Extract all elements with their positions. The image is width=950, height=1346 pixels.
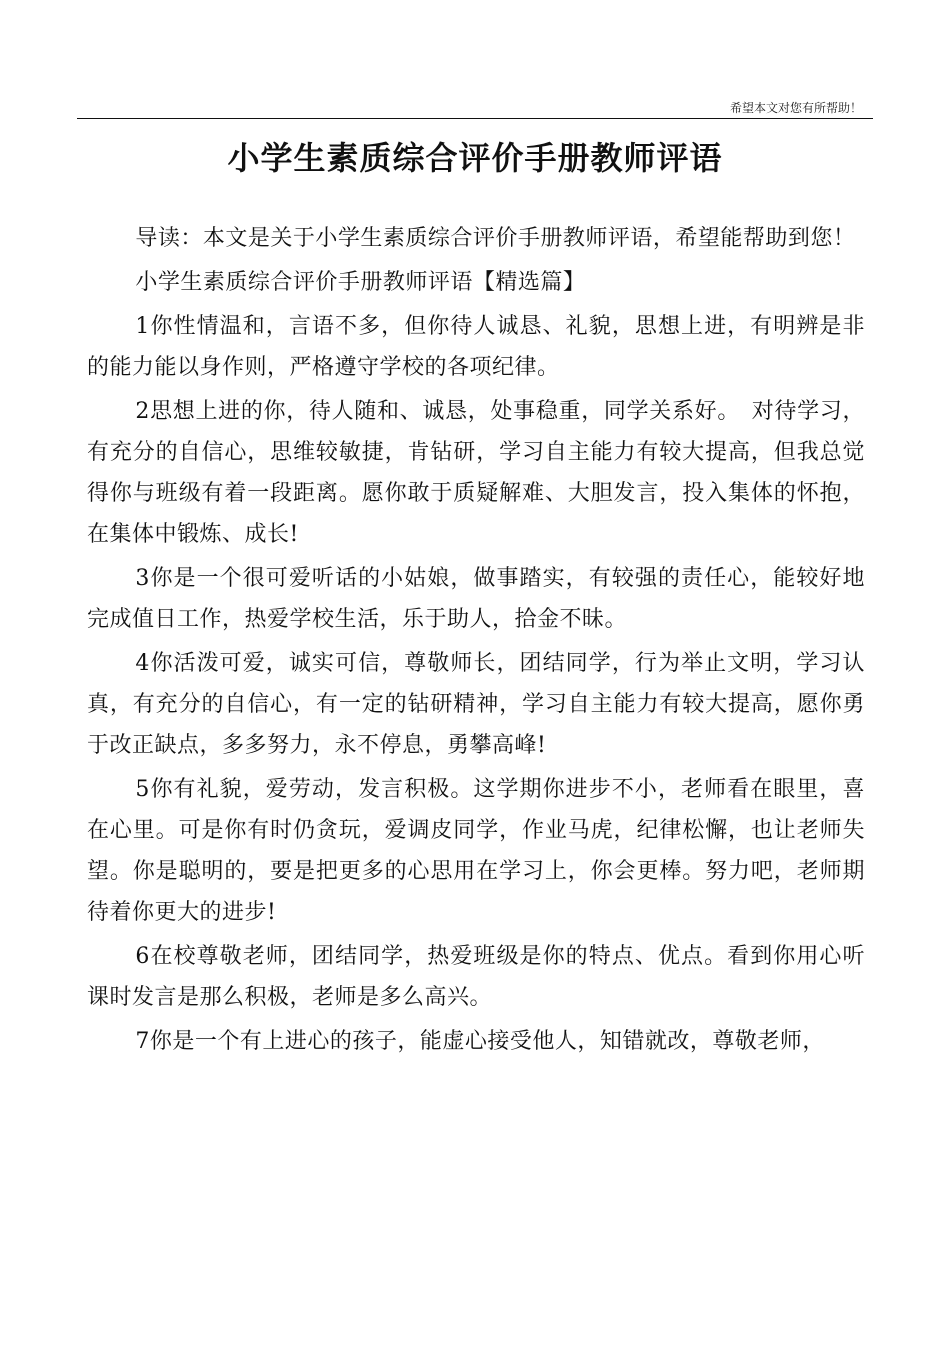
comment-paragraph: 7你是一个有上进心的孩子，能虚心接受他人，知错就改，尊敬老师， bbox=[135, 1029, 825, 1054]
header-divider bbox=[77, 118, 873, 119]
comment-paragraph: 6在校尊敬老师，团结同学，热爱班级是你的特点、优点。看到你用心听课时发言是那么积极，老师是多么高兴。 bbox=[87, 944, 865, 1010]
comment-paragraph: 3你是一个很可爱听话的小姑娘，做事踏实，有较强的责任心，能较好地完成值日工作，热爱学校生活，乐于助人，拾金不昧。 bbox=[87, 566, 865, 632]
header-note: 希望本文对您有所帮助！ bbox=[729, 101, 862, 115]
comment-paragraph: 1你性情温和，言语不多，但你待人诚恳、礼貌，思想上进，有明辨是非的能力能以身作则，严格遵守学校的各项纪律。 bbox=[87, 314, 865, 380]
comment-paragraph: 5你有礼貌，爱劳动，发言积极。这学期你进步不小，老师看在眼里，喜在心里。可是你有时仍贪玩，爱调皮同学，作业马虎，纪律松懈，也让老师失望。你是聪明的，要是把更多的心思用在学习上，你会更棒。努力吧，老师期待着你更大的进步! bbox=[87, 777, 865, 925]
document-title: 小学生素质综合评价手册教师评语 bbox=[227, 139, 723, 177]
document-body bbox=[87, 218, 865, 1065]
comment-paragraph: 2思想上进的你，待人随和、诚恳，处事稳重，同学关系好。 对待学习，有充分的自信心，思维较敏捷，肯钻研，学习自主能力有较大提高，但我总觉得你与班级有着一段距离。愿你敢于质疑解难、大胆发言，投入集体的怀抱，在集体中锻炼、成长! bbox=[87, 399, 865, 547]
section-heading: 小学生素质综合评价手册教师评语【精选篇】 bbox=[135, 270, 586, 295]
intro-paragraph: 导读：本文是关于小学生素质综合评价手册教师评语，希望能帮助到您！ bbox=[135, 226, 856, 251]
comment-paragraph: 4你活泼可爱，诚实可信，尊敬师长，团结同学，行为举止文明，学习认真，有充分的自信心，有一定的钻研精神，学习自主能力有较大提高，愿你勇于改正缺点，多多努力，永不停息，勇攀高峰! bbox=[87, 651, 865, 758]
